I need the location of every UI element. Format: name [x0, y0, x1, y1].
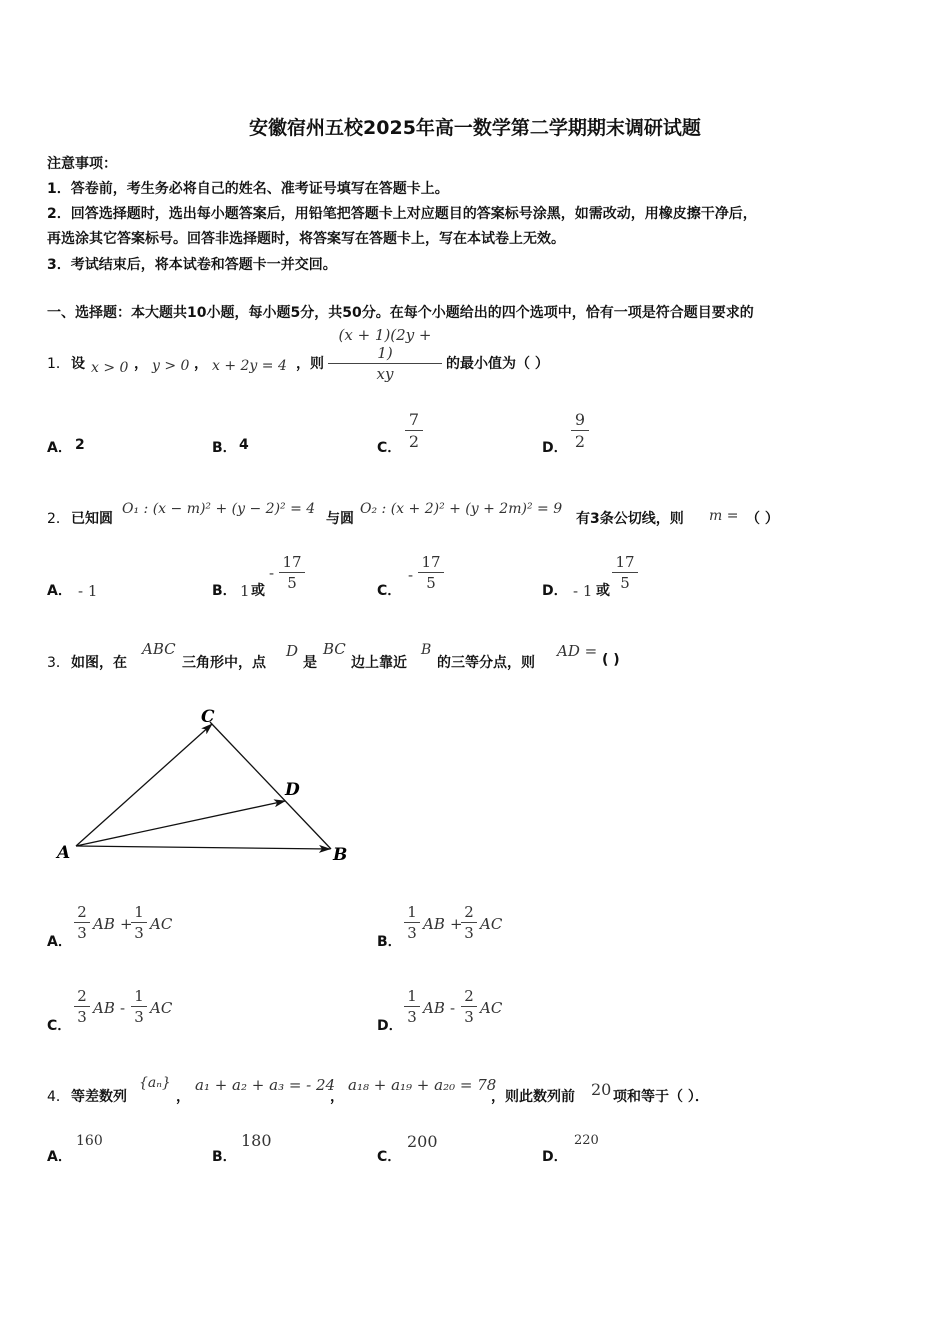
- option-c-sign: -: [408, 566, 414, 584]
- option-d-frac-1: [404, 987, 420, 1026]
- math-variable: D: [286, 642, 299, 660]
- question-number: 3．: [47, 655, 70, 671]
- option-c-label: C．: [377, 1149, 402, 1165]
- triangle-figure: [40, 700, 370, 875]
- option-d-or: 或: [596, 583, 610, 599]
- question-text: 如图，在: [71, 655, 127, 671]
- option-b-value: 1: [240, 582, 250, 600]
- label-a: A: [57, 843, 71, 863]
- notes-header: 注意事项：: [47, 156, 117, 172]
- option-b-label: B．: [212, 1149, 237, 1165]
- math-variable: ABC: [142, 640, 176, 658]
- label-d: D: [285, 780, 300, 800]
- option-d-label: D．: [542, 1149, 568, 1165]
- option-b-label: B．: [212, 583, 237, 599]
- option-b-frac-2: [461, 903, 477, 942]
- fraction-denominator: 5: [287, 574, 297, 592]
- fraction-numerator: 1: [407, 987, 417, 1005]
- question-text: 三角形中，点: [182, 655, 266, 671]
- question-number: 4．: [47, 1089, 70, 1105]
- option-a-label: A．: [47, 440, 72, 456]
- label-b: B: [333, 845, 348, 865]
- label-c: C: [201, 707, 215, 727]
- option-c-value: 200: [407, 1132, 438, 1151]
- option-a-frac-2: [131, 903, 147, 942]
- fraction-numerator: 2: [464, 987, 474, 1005]
- option-c-label: C．: [377, 583, 402, 599]
- question-text: 设: [71, 356, 85, 372]
- math-condition: x > 0: [91, 360, 129, 376]
- note-item-1: 1．答卷前，考生务必将自己的姓名、准考证号填写在答题卡上。: [47, 181, 449, 197]
- option-b-label: B．: [212, 440, 237, 456]
- option-d-label: D．: [542, 583, 568, 599]
- math-condition: y > 0: [152, 358, 190, 374]
- option-a-value: 160: [76, 1133, 103, 1149]
- fraction-denominator: 5: [426, 574, 436, 592]
- option-a-value: - 1: [78, 582, 98, 600]
- option-d-value: - 1: [573, 582, 593, 600]
- question-text: 等差数列: [71, 1089, 127, 1105]
- fraction-denominator: xy: [376, 365, 394, 383]
- option-d-frac-2: [461, 987, 477, 1026]
- option-a-operator: +: [120, 915, 133, 933]
- separator: ，: [194, 356, 208, 372]
- fraction-denominator: 3: [134, 924, 144, 942]
- option-b-value: 180: [241, 1131, 272, 1150]
- fraction-denominator: 3: [134, 1008, 144, 1026]
- option-c-fraction: [405, 410, 423, 451]
- fraction-denominator: 3: [407, 924, 417, 942]
- option-a-label: A．: [47, 583, 72, 599]
- fraction-numerator: 2: [464, 903, 474, 921]
- question-text: （ ）: [746, 511, 779, 527]
- option-a-value: 2: [75, 437, 85, 453]
- option-d-fraction: [612, 553, 638, 592]
- math-condition: x + 2y = 4: [212, 358, 287, 374]
- option-d-operator: -: [450, 999, 456, 1017]
- math-sequence: {aₙ}: [139, 1075, 171, 1091]
- question-text: 的最小值为（ ）: [446, 356, 549, 372]
- option-c-label: C．: [377, 440, 402, 456]
- math-circle-2: O₂ : (x + 2)² + (y + 2m)² = 9: [360, 501, 563, 517]
- separator: ，: [176, 1089, 190, 1105]
- option-d-value: 220: [574, 1133, 599, 1148]
- fraction-denominator: 3: [77, 924, 87, 942]
- fraction-denominator: 3: [407, 1008, 417, 1026]
- question-text: ，则此数列前: [491, 1089, 575, 1105]
- option-c-frac-2: [131, 987, 147, 1026]
- note-item-2-cont: 再选涂其它答案标号。回答非选择题时，将答案写在答题卡上，写在本试卷上无效。: [47, 231, 565, 247]
- fraction-denominator: 3: [77, 1008, 87, 1026]
- vector-ab: [76, 846, 330, 849]
- question-text: 是: [303, 655, 317, 671]
- option-a-label: A．: [47, 1149, 72, 1165]
- option-d-label: D．: [542, 440, 568, 456]
- fraction-numerator: 1: [134, 903, 144, 921]
- math-number: 20: [591, 1080, 612, 1099]
- option-b-label: B．: [377, 934, 402, 950]
- option-b-value: 4: [239, 437, 249, 453]
- option-b-frac-1: [404, 903, 420, 942]
- option-b-sign: -: [269, 564, 275, 582]
- option-b-fraction: [279, 553, 305, 592]
- fraction-numerator: 1: [407, 903, 417, 921]
- question-number: 2．: [47, 511, 70, 527]
- question-number: 1．: [47, 356, 70, 372]
- fraction-denominator: 3: [464, 1008, 474, 1026]
- option-b-operator: +: [450, 915, 463, 933]
- option-d-fraction: [571, 410, 589, 451]
- option-c-operator: -: [120, 999, 126, 1017]
- fraction-numerator: 17: [282, 553, 302, 571]
- question-text: 已知圆: [71, 511, 113, 527]
- option-b-vector-2: AC: [480, 915, 503, 933]
- note-item-2: 2．回答选择题时，选出每小题答案后，用铅笔把答题卡上对应题目的答案标号涂黑，如需改动，用橡皮擦干净后，: [47, 206, 757, 222]
- vector-ac: [76, 724, 212, 846]
- option-c-frac-1: [74, 987, 90, 1026]
- vector-ad: [76, 801, 285, 846]
- fraction-numerator: 1: [134, 987, 144, 1005]
- math-fraction: [328, 326, 442, 383]
- fraction-numerator: 2: [77, 903, 87, 921]
- question-text: ，则: [296, 356, 324, 372]
- option-a-frac-1: [74, 903, 90, 942]
- fraction-denominator: 2: [574, 432, 586, 451]
- question-text: 项和等于（ ）．: [613, 1089, 709, 1105]
- fraction-denominator: 3: [464, 924, 474, 942]
- question-text: 与圆: [326, 511, 354, 527]
- question-text: 有3条公切线，则: [576, 511, 684, 527]
- section-heading: 一、选择题：本大题共10小题，每小题5分，共50分。在每个小题给出的四个选项中，恰有一项是符合题目要求的: [47, 305, 754, 321]
- fraction-numerator: 2: [77, 987, 87, 1005]
- math-equation-2: a₁₈ + a₁₉ + a₂₀ = 78: [348, 1076, 497, 1094]
- math-equation-1: a₁ + a₂ + a₃ = - 24: [195, 1076, 336, 1094]
- fraction-numerator: 7: [408, 410, 420, 429]
- option-d-label: D．: [377, 1018, 403, 1034]
- question-text: ( ): [602, 652, 620, 668]
- segment-cb: [210, 722, 331, 849]
- math-variable: m =: [709, 508, 739, 524]
- fraction-numerator: 17: [615, 553, 635, 571]
- option-d-vector-1: AB: [423, 999, 445, 1017]
- option-d-vector-2: AC: [480, 999, 503, 1017]
- option-c-vector-2: AC: [150, 999, 173, 1017]
- question-text: 的三等分点，则: [437, 655, 535, 671]
- fraction-denominator: 5: [620, 574, 630, 592]
- option-b-or: 或: [251, 583, 265, 599]
- option-a-vector-1: AB: [93, 915, 115, 933]
- note-item-3: 3．考试结束后，将本试卷和答题卡一并交回。: [47, 257, 337, 273]
- math-variable: B: [421, 642, 432, 658]
- option-b-vector-1: AB: [423, 915, 445, 933]
- separator: ，: [330, 1089, 344, 1105]
- math-circle-1: O₁ : (x − m)² + (y − 2)² = 4: [122, 501, 316, 517]
- question-text: 边上靠近: [351, 655, 407, 671]
- math-variable: BC: [323, 640, 346, 658]
- page-title: 安徽宿州五校2025年高一数学第二学期期末调研试题: [249, 117, 701, 139]
- fraction-numerator: 9: [574, 410, 586, 429]
- option-c-vector-1: AB: [93, 999, 115, 1017]
- option-a-label: A．: [47, 934, 72, 950]
- option-c-fraction: [418, 553, 444, 592]
- fraction-numerator: (x + 1)(2y + 1): [338, 326, 432, 362]
- math-expression: AD =: [557, 642, 598, 660]
- fraction-denominator: 2: [408, 432, 420, 451]
- separator: ，: [134, 356, 148, 372]
- fraction-numerator: 17: [421, 553, 441, 571]
- option-a-vector-2: AC: [150, 915, 173, 933]
- option-c-label: C．: [47, 1018, 72, 1034]
